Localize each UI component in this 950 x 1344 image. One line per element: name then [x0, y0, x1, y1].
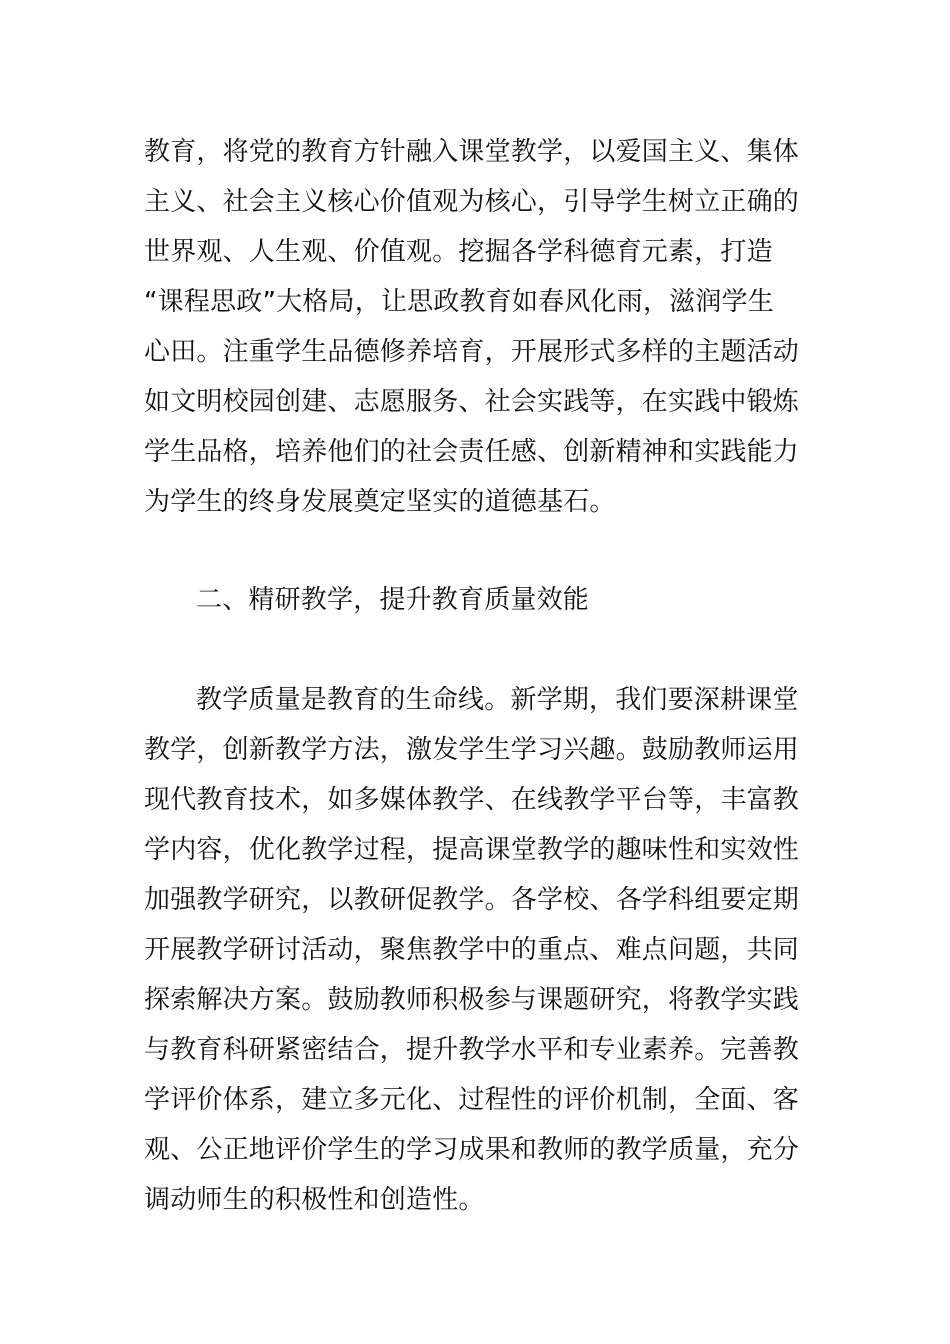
section-heading: 二、精研教学，提升教育质量效能 [196, 585, 590, 615]
text-line: 学生品格，培养他们的社会责任感、创新精神和实践能力 [144, 437, 800, 467]
text-line: 世界观、人生观、价值观。挖掘各学科德育元素，打造 [144, 237, 773, 267]
text-line: “课程思政”大格局，让思政教育如春风化雨，滋润学生 [144, 287, 774, 317]
text-line: 学内容，优化教学过程，提高课堂教学的趣味性和实效性 [144, 835, 800, 865]
text-line: 如文明校园创建、志愿服务、社会实践等，在实践中锻炼 [144, 387, 800, 417]
text-line: 与教育科研紧密结合，提升教学水平和专业素养。完善教 [144, 1035, 800, 1065]
text-line: 探索解决方案。鼓励教师积极参与课题研究，将教学实践 [144, 985, 800, 1015]
text-line: 调动师生的积极性和创造性。 [144, 1185, 485, 1215]
text-line: 心田。注重学生品德修养培育，开展形式多样的主题活动 [144, 337, 800, 367]
text-line: 教学，创新教学方法，激发学生学习兴趣。鼓励教师运用 [144, 735, 800, 765]
text-line: 为学生的终身发展奠定坚实的道德基石。 [144, 487, 616, 517]
text-line: 主义、社会主义核心价值观为核心，引导学生树立正确的 [144, 187, 800, 217]
text-line: 教学质量是教育的生命线。新学期，我们要深耕课堂 [196, 685, 799, 715]
text-line: 现代教育技术，如多媒体教学、在线教学平台等，丰富教 [144, 785, 800, 815]
text-line: 教育，将党的教育方针融入课堂教学，以爱国主义、集体 [144, 137, 800, 167]
text-line: 观、公正地评价学生的学习成果和教师的教学质量，充分 [144, 1135, 800, 1165]
text-line: 加强教学研究，以教研促教学。各学校、各学科组要定期 [144, 885, 800, 915]
text-line: 学评价体系，建立多元化、过程性的评价机制，全面、客 [144, 1085, 800, 1115]
text-line: 开展教学研讨活动，聚焦教学中的重点、难点问题，共同 [144, 935, 800, 965]
